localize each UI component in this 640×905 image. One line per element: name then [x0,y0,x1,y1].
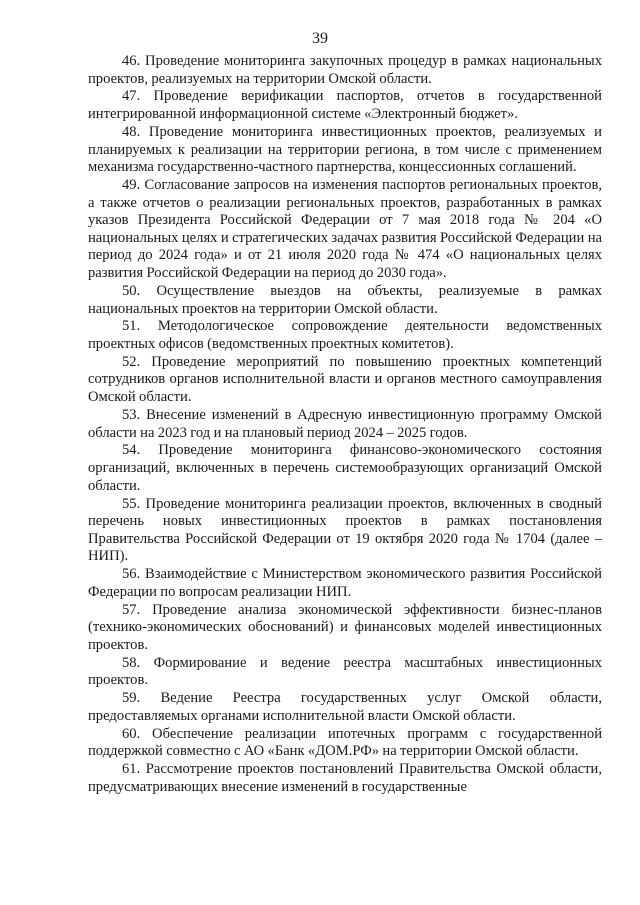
list-item-53: 53. Внесение изменений в Адресную инвестиционную программу Омской области на 2023 год и на плановый период 2024 – 2025 годов. [88,406,602,441]
list-item-51: 51. Методологическое сопровождение деятельности ведомственных проектных офисов (ведомственных проектных комитетов). [88,318,602,352]
list-item-49: 49. Согласование запросов на изменения паспортов региональных проектов, а также отчетов о реализации региональных проектов, разработанных в рамках указов Президента Российской Федерации от 7 мая 2018 года № 204 «О национальных целях и стратегических задачах развития Российской Федерации на период до 2024 года» и от 21 июля 2020 года № 474 «О национальных целях развития Российской Федерации на период до 2030 года». [88,177,602,282]
list-item-61: 61. Рассмотрение проектов постановлений Правительства Омской области, предусматривающих внесение изменений в государственные [88,761,602,795]
list-item-58: 58. Формирование и ведение реестра масштабных инвестиционных проектов. [88,654,602,689]
list-item-47: 47. Проведение верификации паспортов, отчетов в государственной интегрированной информационной системе «Электронный бюджет». [88,88,602,123]
list-item-59: 59. Ведение Реестра государственных услуг Омской области, предоставляемых органами исполнительной власти Омской области. [88,690,602,724]
page-number: 39 [312,30,328,47]
document-body [88,53,602,796]
list-item-46: 46. Проведение мониторинга закупочных процедур в рамках национальных проектов, реализуемых на территории Омской области. [88,53,602,87]
list-item-50: 50. Осуществление выездов на объекты, реализуемые в рамках национальных проектов на территории Омской области. [88,282,602,317]
list-item-54: 54. Проведение мониторинга финансово-экономического состояния организаций, включенных в перечень системообразующих организаций Омской области. [88,442,602,494]
list-item-57: 57. Проведение анализа экономической эффективности бизнес-планов (технико-экономических обоснований) и финансовых моделей инвестиционных проектов. [88,601,602,653]
list-item-55: 55. Проведение мониторинга реализации проектов, включенных в сводный перечень новых инвестиционных проектов в рамках постановления Правительства Российской Федерации от 19 октября 2020 года № 1704 (далее – НИП). [88,495,602,565]
list-item-60: 60. Обеспечение реализации ипотечных программ с государственной поддержкой совместно с АО «Банк «ДОМ.РФ» на территории Омской области. [88,725,602,760]
list-item-48: 48. Проведение мониторинга инвестиционных проектов, реализуемых и планируемых к реализации на территории региона, в том числе с применением механизма государственно-частного партнерства, концессионных соглашений. [88,123,602,176]
list-item-52: 52. Проведение мероприятий по повышению проектных компетенций сотрудников органов исполнительной власти и органов местного самоуправления Омской области. [88,353,602,406]
list-item-56: 56. Взаимодействие с Министерством экономического развития Российской Федерации по вопросам реализации НИП. [88,566,602,600]
